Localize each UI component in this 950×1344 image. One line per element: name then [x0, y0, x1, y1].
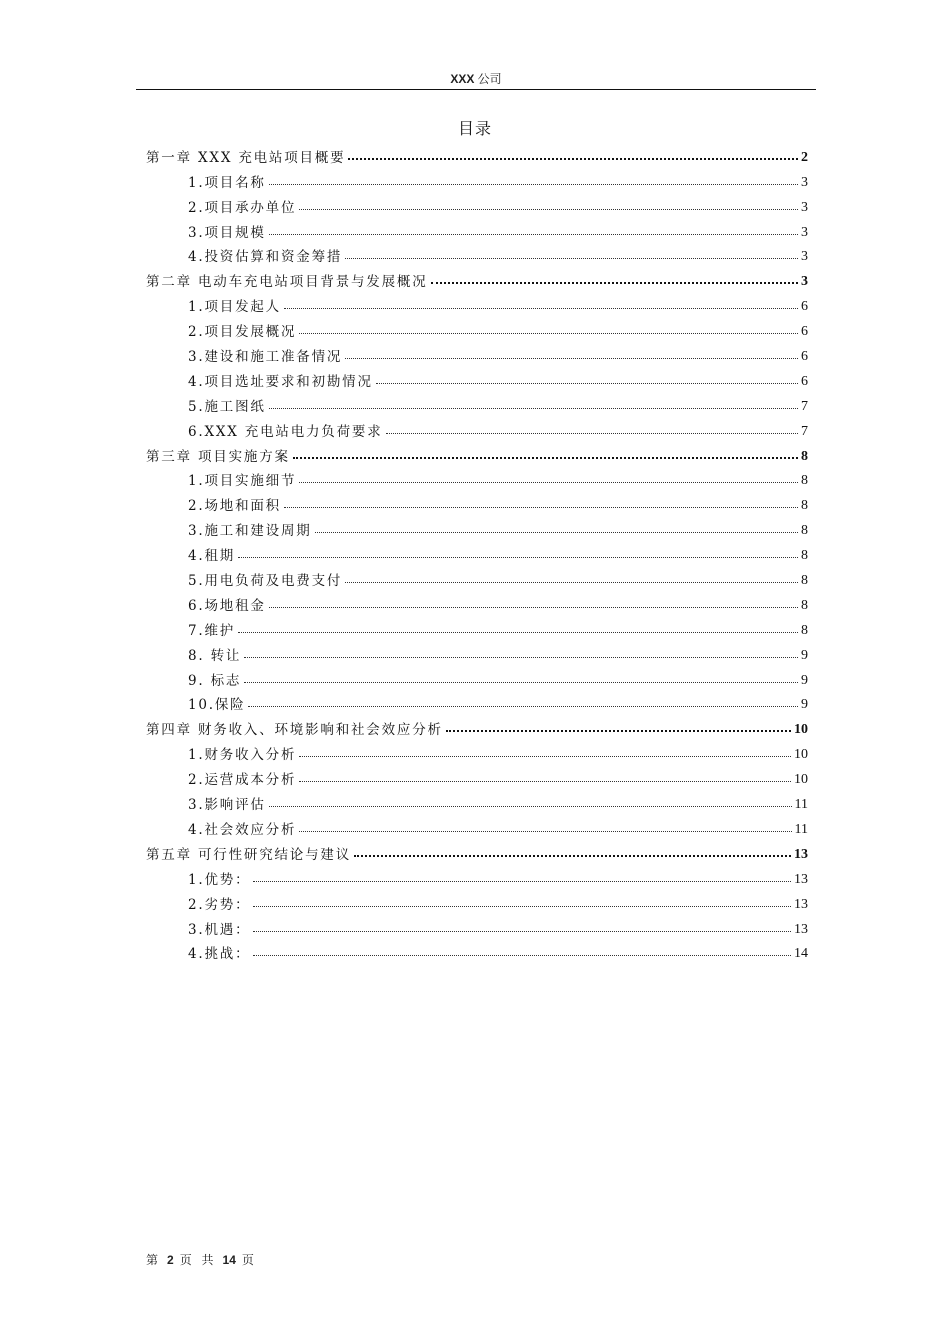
footer-total-pages: 14 — [222, 1253, 236, 1267]
toc-entry-page-number: 9 — [801, 697, 808, 713]
toc-section-entry[interactable] — [146, 813, 808, 838]
toc-section-entry[interactable] — [146, 290, 808, 315]
toc-entry-label: 6.XXX 充电站电力负荷要求 — [188, 423, 383, 440]
toc-section-entry[interactable] — [146, 738, 808, 763]
toc-section-entry[interactable] — [146, 166, 808, 191]
toc-chapter-entry[interactable] — [146, 265, 808, 290]
toc-dot-leader — [299, 756, 791, 757]
toc-section-entry[interactable] — [146, 415, 808, 440]
toc-entry-page-number: 2 — [801, 149, 808, 165]
toc-entry-label: 4.社会效应分析 — [188, 821, 297, 838]
toc-dot-leader — [315, 532, 798, 533]
toc-section-entry[interactable] — [146, 340, 808, 365]
toc-entry-label: 3.建设和施工准备情况 — [188, 349, 343, 366]
toc-dot-leader — [293, 457, 798, 459]
toc-section-entry[interactable] — [146, 913, 808, 938]
toc-entry-page-number: 3 — [801, 174, 808, 190]
toc-entry-label: 3.机遇： — [188, 921, 251, 938]
toc-entry-page-number: 9 — [801, 647, 808, 663]
table-of-contents — [146, 141, 808, 962]
toc-dot-leader — [238, 632, 798, 633]
toc-dot-leader — [253, 906, 791, 907]
toc-dot-leader — [431, 282, 799, 284]
toc-entry-page-number: 6 — [801, 299, 808, 315]
toc-section-entry[interactable] — [146, 514, 808, 539]
toc-dot-leader — [253, 955, 791, 956]
toc-entry-label: 第一章 XXX 充电站项目概要 — [146, 149, 346, 166]
toc-dot-leader — [238, 557, 798, 558]
toc-entry-label: 7.维护 — [188, 622, 236, 639]
toc-entry-label: 2.劣势： — [188, 896, 251, 913]
toc-entry-page-number: 7 — [801, 398, 808, 414]
toc-section-entry[interactable] — [146, 938, 808, 963]
footer-prefix: 第 — [146, 1253, 162, 1267]
toc-entry-label: 3.影响评估 — [188, 797, 266, 814]
toc-entry-label: 9. 标志 — [188, 672, 242, 689]
toc-entry-page-number: 8 — [801, 498, 808, 514]
toc-entry-label: 2.项目承办单位 — [188, 199, 297, 216]
toc-section-entry[interactable] — [146, 216, 808, 241]
page-header — [136, 70, 816, 87]
toc-dot-leader — [299, 781, 791, 782]
toc-section-entry[interactable] — [146, 863, 808, 888]
toc-section-entry[interactable] — [146, 315, 808, 340]
toc-dot-leader — [244, 657, 798, 658]
toc-section-entry[interactable] — [146, 763, 808, 788]
toc-entry-page-number: 3 — [801, 274, 808, 290]
toc-entry-page-number: 6 — [801, 373, 808, 389]
toc-entry-page-number: 13 — [794, 846, 808, 862]
toc-entry-label: 第二章 电动车充电站项目背景与发展概况 — [146, 274, 428, 291]
page-footer — [146, 1251, 257, 1268]
toc-dot-leader — [376, 383, 798, 384]
toc-section-entry[interactable] — [146, 365, 808, 390]
toc-entry-label: 10.保险 — [188, 697, 246, 714]
toc-entry-label: 第五章 可行性研究结论与建议 — [146, 846, 351, 863]
toc-entry-label: 3.项目规模 — [188, 224, 266, 241]
toc-entry-page-number: 3 — [801, 199, 808, 215]
toc-dot-leader — [269, 184, 798, 185]
toc-entry-label: 6.场地租金 — [188, 597, 266, 614]
toc-entry-label: 4.租期 — [188, 548, 236, 565]
toc-entry-page-number: 6 — [801, 349, 808, 365]
toc-entry-page-number: 8 — [801, 473, 808, 489]
toc-section-entry[interactable] — [146, 564, 808, 589]
toc-chapter-entry[interactable] — [146, 713, 808, 738]
toc-entry-page-number: 6 — [801, 324, 808, 340]
toc-dot-leader — [345, 358, 798, 359]
toc-entry-label: 5.施工图纸 — [188, 398, 266, 415]
toc-entry-page-number: 8 — [801, 622, 808, 638]
footer-suffix: 页 — [241, 1253, 257, 1267]
toc-dot-leader — [269, 234, 798, 235]
toc-section-entry[interactable] — [146, 639, 808, 664]
toc-dot-leader — [269, 607, 798, 608]
toc-entry-page-number: 7 — [801, 423, 808, 439]
toc-entry-label: 1.财务收入分析 — [188, 747, 297, 764]
toc-dot-leader — [386, 433, 798, 434]
toc-section-entry[interactable] — [146, 689, 808, 714]
toc-section-entry[interactable] — [146, 664, 808, 689]
toc-dot-leader — [269, 408, 798, 409]
toc-entry-page-number: 14 — [794, 946, 808, 962]
header-divider — [136, 89, 816, 90]
toc-entry-label: 4.项目选址要求和初勘情况 — [188, 373, 373, 390]
toc-entry-page-number: 11 — [794, 821, 808, 837]
toc-entry-page-number: 8 — [801, 597, 808, 613]
toc-entry-page-number: 9 — [801, 672, 808, 688]
toc-entry-page-number: 8 — [801, 448, 808, 464]
toc-entry-label: 1.项目名称 — [188, 174, 266, 191]
toc-entry-label: 8. 转让 — [188, 647, 242, 664]
toc-entry-label: 1.优势： — [188, 871, 251, 888]
toc-section-entry[interactable] — [146, 788, 808, 813]
toc-dot-leader — [253, 881, 791, 882]
toc-section-entry[interactable] — [146, 390, 808, 415]
toc-dot-leader — [345, 258, 798, 259]
toc-entry-label: 2.场地和面积 — [188, 498, 281, 515]
toc-entry-page-number: 8 — [801, 573, 808, 589]
toc-dot-leader — [446, 730, 791, 732]
toc-entry-label: 1.项目发起人 — [188, 299, 281, 316]
toc-entry-page-number: 11 — [794, 797, 808, 813]
toc-entry-label: 3.施工和建设周期 — [188, 523, 312, 540]
toc-dot-leader — [253, 931, 791, 932]
toc-entry-page-number: 10 — [794, 747, 808, 763]
toc-dot-leader — [299, 482, 798, 483]
toc-dot-leader — [299, 209, 798, 210]
header-company-name: XXX — [450, 72, 475, 86]
toc-dot-leader — [345, 582, 798, 583]
footer-current-page: 2 — [167, 1253, 174, 1267]
toc-chapter-entry[interactable] — [146, 838, 808, 863]
toc-entry-label: 4.投资估算和资金筹措 — [188, 249, 343, 266]
toc-entry-page-number: 3 — [801, 249, 808, 265]
header-company-suffix: 公司 — [477, 72, 502, 86]
toc-entry-label: 第三章 项目实施方案 — [146, 448, 290, 465]
toc-entry-page-number: 13 — [794, 871, 808, 887]
toc-section-entry[interactable] — [146, 589, 808, 614]
toc-dot-leader — [248, 706, 798, 707]
toc-entry-page-number: 13 — [794, 921, 808, 937]
toc-entry-page-number: 8 — [801, 548, 808, 564]
toc-chapter-entry[interactable] — [146, 141, 808, 166]
toc-entry-label: 5.用电负荷及电费支付 — [188, 573, 343, 590]
toc-section-entry[interactable] — [146, 614, 808, 639]
toc-entry-label: 2.运营成本分析 — [188, 772, 297, 789]
toc-section-entry[interactable] — [146, 539, 808, 564]
toc-section-entry[interactable] — [146, 489, 808, 514]
toc-section-entry[interactable] — [146, 465, 808, 490]
toc-dot-leader — [348, 158, 798, 160]
toc-dot-leader — [269, 806, 792, 807]
toc-entry-label: 1.项目实施细节 — [188, 473, 297, 490]
toc-entry-page-number: 3 — [801, 224, 808, 240]
toc-section-entry[interactable] — [146, 191, 808, 216]
toc-entry-label: 4.挑战： — [188, 946, 251, 963]
toc-section-entry[interactable] — [146, 241, 808, 266]
toc-entry-page-number: 8 — [801, 523, 808, 539]
toc-dot-leader — [244, 682, 798, 683]
toc-dot-leader — [299, 831, 791, 832]
toc-entry-page-number: 10 — [794, 772, 808, 788]
toc-title: 目录 — [457, 119, 492, 138]
toc-entry-page-number: 13 — [794, 896, 808, 912]
toc-entry-page-number: 10 — [794, 722, 808, 738]
footer-middle: 页 共 — [179, 1253, 217, 1267]
toc-dot-leader — [354, 855, 791, 857]
toc-entry-label: 第四章 财务收入、环境影响和社会效应分析 — [146, 722, 443, 739]
toc-dot-leader — [284, 308, 798, 309]
toc-section-entry[interactable] — [146, 888, 808, 913]
toc-dot-leader — [284, 507, 798, 508]
toc-chapter-entry[interactable] — [146, 440, 808, 465]
toc-entry-label: 2.项目发展概况 — [188, 324, 297, 341]
toc-dot-leader — [299, 333, 798, 334]
